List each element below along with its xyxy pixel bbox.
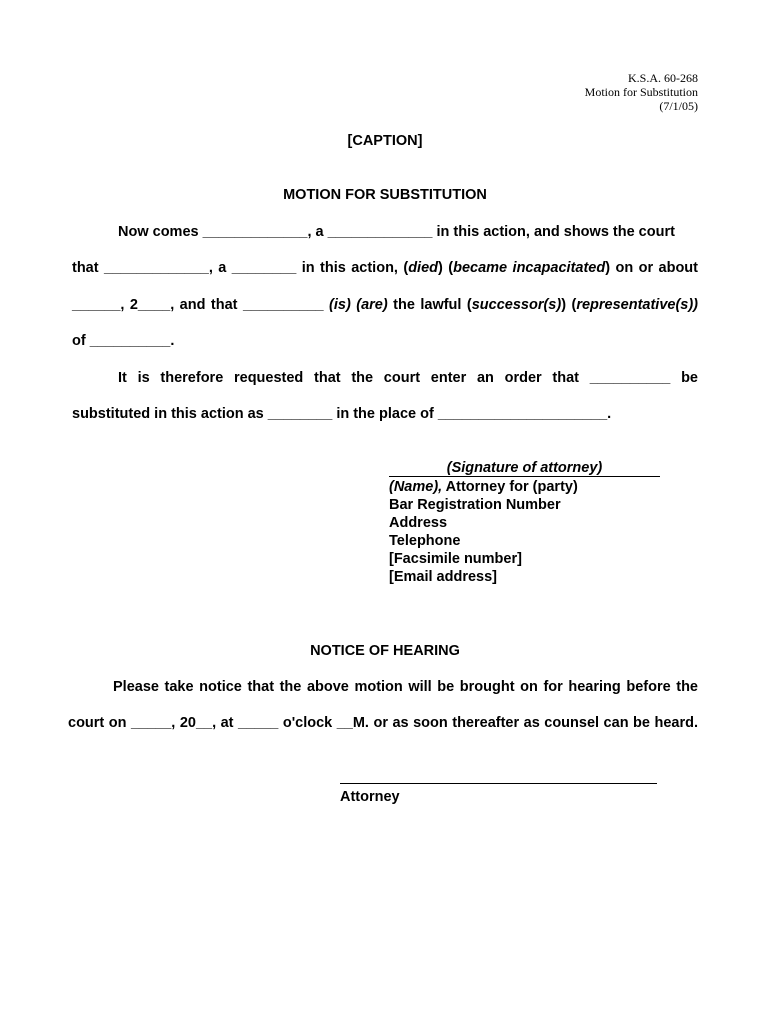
notice-line-1: Please take notice that the above motion will be brought on for hearing before the	[113, 679, 698, 695]
bar-registration: Bar Registration Number	[389, 497, 561, 513]
notice-title: NOTICE OF HEARING	[310, 643, 460, 659]
signature-placeholder: (Signature of attorney)	[446, 460, 603, 476]
email-address: [Email address]	[389, 569, 497, 585]
is-are-option: (is) (are)	[329, 297, 388, 313]
motion-line-6: substituted in this action as ________ in the place of _____________________.	[72, 406, 612, 422]
motion-line-1-end: _____________, a _____________ in this action, and shows the court	[202, 224, 675, 240]
motion-line-2-part: ) on or about	[605, 260, 698, 276]
motion-line-3-part: ______, 2____, and that __________	[72, 297, 330, 313]
motion-line-1-start: Now comes	[118, 224, 199, 240]
form-date: (7/1/05)	[659, 99, 698, 113]
caption: [CAPTION]	[347, 133, 423, 149]
motion-title: MOTION FOR SUBSTITUTION	[283, 187, 487, 203]
motion-line-2-part: that _____________, a ________ in this action, (	[72, 260, 409, 276]
notice-line-2: court on _____, 20__, at _____ o'clock __M. or as soon thereafter as counsel can be heard.	[68, 715, 698, 731]
attorney-name: (Name),	[389, 479, 443, 495]
attorney-label: Attorney	[340, 789, 400, 805]
incapacitated-option: became incapacitated	[453, 260, 606, 276]
attorney-name-line	[389, 478, 578, 496]
facsimile-number: [Facsimile number]	[389, 551, 522, 567]
motion-line-4: of __________.	[72, 333, 175, 349]
representative-option: representative(s))	[576, 297, 699, 313]
statute-reference: K.S.A. 60-268	[627, 71, 698, 85]
motion-line-1	[72, 224, 698, 240]
telephone: Telephone	[389, 533, 461, 549]
address: Address	[389, 515, 448, 531]
motion-line-2-part: ) (	[438, 260, 454, 276]
attorney-for-party: Attorney for (party)	[442, 479, 578, 495]
successor-option: successor(s)	[471, 297, 562, 313]
motion-line-2	[72, 260, 698, 276]
motion-line-5: It is therefore requested that the court enter an order that __________ be	[118, 370, 698, 386]
motion-line-3	[72, 297, 698, 313]
died-option: died	[408, 260, 439, 276]
motion-line-3-part: ) (	[561, 297, 577, 313]
attorney-signature-rule	[340, 783, 657, 784]
form-name: Motion for Substitution	[584, 85, 698, 99]
attorney-signature-line	[389, 460, 660, 477]
motion-line-3-part: the lawful (	[387, 297, 472, 313]
